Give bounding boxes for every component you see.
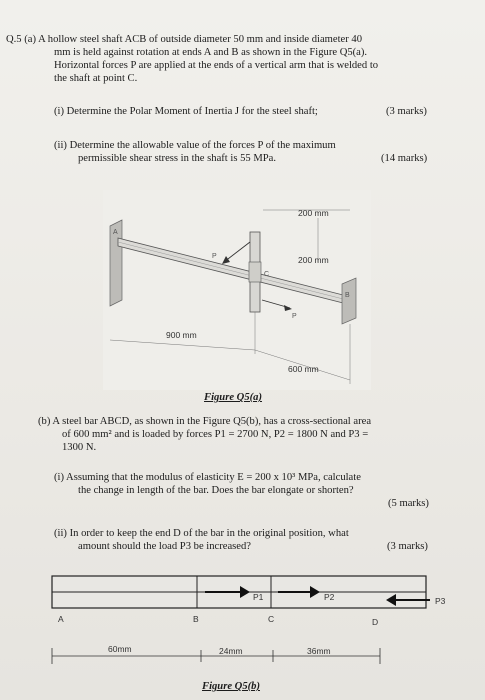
q5a-part-ii-line-1: (ii) Determine the allowable value of the forces P of the maximum [54, 140, 336, 151]
dim-600-text: 600 mm [288, 364, 319, 374]
dim-200-mid-text: 200 mm [298, 255, 329, 265]
label-p-left: P [212, 253, 217, 260]
q5b-part-ii-marks: (3 marks) [387, 541, 428, 552]
label-p-right: P [292, 313, 297, 320]
q5a-line-4: the shaft at point C. [54, 73, 138, 84]
q5b-line-3: 1300 N. [62, 442, 97, 453]
q5b-line-1: (b) A steel bar ABCD, as shown in the Figure Q5(b), has a cross-sectional area [38, 416, 372, 427]
q5a-line-1: Q.5 (a) A hollow steel shaft ACB of outside diameter 50 mm and inside diameter 40 [6, 34, 363, 45]
dim-200-top-text: 200 mm [298, 208, 329, 218]
label-p3: P3 [435, 596, 446, 606]
q5b-part-ii-line-1: (ii) In order to keep the end D of the bar in the original position, what [54, 528, 349, 539]
figure-q5a-caption: Figure Q5(a) [204, 392, 262, 403]
q5a-part-ii-line-2: permissible shear stress in the shaft is 55 MPa. [78, 153, 277, 164]
label-a: A [113, 229, 118, 236]
q5a-part-i-marks: (3 marks) [386, 106, 427, 117]
dim-900-text: 900 mm [166, 330, 197, 340]
label-point-a: A [58, 614, 64, 624]
label-b: B [345, 292, 350, 299]
label-point-c: C [268, 614, 275, 624]
dim-60mm: 60mm [108, 644, 132, 654]
label-c: C [264, 271, 270, 278]
q5a-part-i: (i) Determine the Polar Moment of Inertia J for the steel shaft; [54, 106, 318, 117]
q5b-part-ii-line-2: amount should the load P3 be increased? [78, 541, 251, 552]
label-point-d: D [372, 617, 379, 627]
label-point-b: B [193, 614, 199, 624]
q5b-part-i-line-1: (i) Assuming that the modulus of elasticity E = 200 x 10³ MPa, calculate [54, 472, 361, 483]
q5b-part-i-line-2: the change in length of the bar. Does the bar elongate or shorten? [78, 485, 354, 496]
label-p2: P2 [324, 592, 335, 602]
q5b-part-i-marks: (5 marks) [388, 498, 429, 509]
dim-24mm: 24mm [219, 646, 243, 656]
dim-36mm: 36mm [307, 646, 331, 656]
q5a-part-ii-marks: (14 marks) [381, 153, 428, 164]
label-p1: P1 [253, 592, 264, 602]
q5b-line-2: of 600 mm² and is loaded by forces P1 = 2700 N, P2 = 1800 N and P3 = [62, 429, 369, 440]
q5a-line-2: mm is held against rotation at ends A and B as shown in the Figure Q5(a). [54, 47, 368, 58]
figure-q5b-caption: Figure Q5(b) [202, 681, 260, 692]
q5a-line-3: Horizontal forces P are applied at the ends of a vertical arm that is welded to [54, 60, 379, 71]
